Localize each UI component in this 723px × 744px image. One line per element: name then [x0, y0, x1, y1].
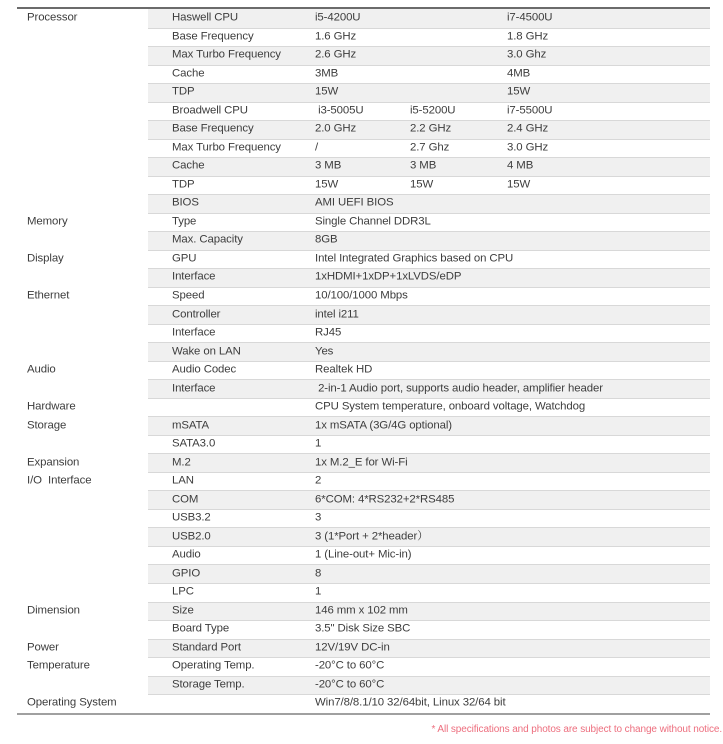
label-cell: Max Turbo Frequency	[172, 48, 281, 61]
value-cell-1: 8GB	[315, 233, 338, 246]
label-cell: Operating Temp.	[172, 659, 255, 672]
row-band	[148, 453, 710, 472]
label-cell: TDP	[172, 85, 195, 98]
value-cell-1: 15W	[315, 85, 339, 98]
spec-row	[17, 120, 710, 139]
row-band	[148, 620, 710, 639]
value-cell-1: i3-5005U	[315, 104, 364, 117]
label-cell: Max. Capacity	[172, 233, 243, 246]
row-band	[148, 65, 710, 84]
label-cell: Interface	[172, 326, 216, 339]
spec-row	[17, 342, 710, 361]
label-cell: mSATA	[172, 418, 210, 431]
category-cell: Ethernet	[27, 289, 70, 302]
value-cell-1: 15W	[315, 178, 339, 191]
spec-table-body	[17, 9, 710, 713]
value-cell-1: RJ45	[315, 326, 342, 339]
label-cell: Base Frequency	[172, 30, 254, 43]
row-band	[148, 527, 710, 546]
value-cell-1: 6*COM: 4*RS232+2*RS485	[315, 492, 455, 505]
value-cell-1: 1.6 GHz	[315, 30, 357, 43]
row-band	[148, 472, 710, 491]
label-cell: COM	[172, 492, 199, 505]
label-cell: Base Frequency	[172, 122, 254, 135]
spec-row	[17, 620, 710, 639]
label-cell: Cache	[172, 159, 205, 172]
value-cell-3: i7-5500U	[507, 104, 553, 117]
label-cell: GPU	[172, 252, 197, 265]
spec-row	[17, 268, 710, 287]
spec-row	[17, 564, 710, 583]
value-cell-1: 3.5" Disk Size SBC	[315, 622, 411, 635]
value-cell-1: Single Channel DDR3L	[315, 215, 431, 228]
value-cell-1: 3	[315, 511, 322, 524]
value-cell-1: 1x M.2_E for Wi-Fi	[315, 455, 408, 468]
spec-row	[17, 472, 710, 491]
label-cell: Wake on LAN	[172, 344, 241, 357]
spec-row	[17, 250, 710, 269]
spec-row	[17, 102, 710, 121]
label-cell: Audio	[172, 548, 201, 561]
spec-row	[17, 416, 710, 435]
value-cell-1: Realtek HD	[315, 363, 373, 376]
value-cell-1: 1x mSATA (3G/4G optional)	[315, 418, 452, 431]
spec-row	[17, 231, 710, 250]
label-cell: Board Type	[172, 622, 230, 635]
footnote: * All specifications and photos are subject to change without notice.	[431, 724, 722, 735]
row-band	[148, 583, 710, 602]
category-cell: Operating System	[27, 696, 117, 709]
category-cell: Storage	[27, 418, 67, 431]
label-cell: Storage Temp.	[172, 678, 245, 691]
value-cell-3: 2.4 GHz	[507, 122, 549, 135]
value-cell-3: 3.0 GHz	[507, 141, 549, 154]
label-cell: Size	[172, 604, 194, 617]
label-cell: TDP	[172, 178, 195, 191]
value-cell-3: 3.0 Ghz	[507, 48, 547, 61]
label-cell: SATA3.0	[172, 437, 216, 450]
value-cell-1: Win7/8/8.1/10 32/64bit, Linux 32/64 bit	[315, 696, 506, 709]
spec-row	[17, 398, 710, 417]
label-cell: Controller	[172, 307, 221, 320]
spec-row	[17, 9, 710, 28]
category-cell: Display	[27, 252, 64, 265]
row-band	[148, 287, 710, 306]
row-band	[148, 194, 710, 213]
value-cell-1: 1	[315, 585, 322, 598]
spec-row	[17, 287, 710, 306]
label-cell: USB3.2	[172, 511, 211, 524]
spec-row	[17, 28, 710, 47]
spec-row	[17, 583, 710, 602]
spec-row	[17, 46, 710, 65]
value-cell-1: -20°C to 60°C	[315, 678, 385, 691]
label-cell: Cache	[172, 67, 205, 80]
value-cell-2: 2.2 GHz	[410, 122, 452, 135]
label-cell: USB2.0	[172, 529, 211, 542]
value-cell-1: 3 MB	[315, 159, 342, 172]
value-cell-1: 2-in-1 Audio port, supports audio header, amplifier header	[315, 381, 603, 394]
spec-row	[17, 305, 710, 324]
spec-row	[17, 65, 710, 84]
label-cell: Haswell CPU	[172, 11, 238, 24]
spec-row	[17, 453, 710, 472]
value-cell-1: 2	[315, 474, 322, 487]
row-band	[148, 509, 710, 528]
spec-table	[17, 7, 710, 715]
spec-row	[17, 509, 710, 528]
value-cell-1: /	[315, 141, 319, 154]
row-band	[148, 564, 710, 583]
category-cell: Expansion	[27, 455, 80, 468]
value-cell-1: 8	[315, 567, 322, 580]
label-cell: BIOS	[172, 196, 199, 209]
row-band	[148, 324, 710, 343]
value-cell-1: 1 (Line-out+ Mic-in)	[315, 548, 412, 561]
spec-row	[17, 657, 710, 676]
label-cell: LPC	[172, 585, 194, 598]
spec-row	[17, 213, 710, 232]
label-cell: Type	[172, 215, 197, 228]
spec-row	[17, 83, 710, 102]
spec-row	[17, 176, 710, 195]
category-cell: Temperature	[27, 659, 90, 672]
value-cell-1: CPU System temperature, onboard voltage, Watchdog	[315, 400, 586, 413]
value-cell-1: 3MB	[315, 67, 339, 80]
label-cell: Max Turbo Frequency	[172, 141, 281, 154]
value-cell-1: i5-4200U	[315, 11, 361, 24]
spec-row	[17, 546, 710, 565]
spec-row	[17, 194, 710, 213]
row-band	[148, 602, 710, 621]
category-cell: Audio	[27, 363, 56, 376]
spec-row	[17, 361, 710, 380]
label-cell: GPIO	[172, 567, 201, 580]
value-cell-1: intel i211	[315, 307, 359, 320]
category-cell: I/O Interface	[27, 474, 92, 487]
category-cell: Processor	[27, 11, 78, 24]
category-cell: Hardware	[27, 400, 76, 413]
value-cell-1: -20°C to 60°C	[315, 659, 385, 672]
value-cell-1: AMI UEFI BIOS	[315, 196, 394, 209]
value-cell-1: 146 mm x 102 mm	[315, 604, 408, 617]
value-cell-1: 2.0 GHz	[315, 122, 357, 135]
value-cell-3: 4MB	[507, 67, 531, 80]
value-cell-1: 3 (1*Port + 2*header）	[315, 529, 429, 542]
category-cell: Power	[27, 641, 59, 654]
spec-row	[17, 157, 710, 176]
value-cell-3: 4 MB	[507, 159, 534, 172]
value-cell-1: Intel Integrated Graphics based on CPU	[315, 252, 514, 265]
value-cell-1: 1xHDMI+1xDP+1xLVDS/eDP	[315, 270, 462, 283]
label-cell: Broadwell CPU	[172, 104, 248, 117]
label-cell: Speed	[172, 289, 205, 302]
spec-row	[17, 379, 710, 398]
value-cell-2: 3 MB	[410, 159, 437, 172]
label-cell: M.2	[172, 455, 191, 468]
row-band	[148, 435, 710, 454]
spec-row	[17, 602, 710, 621]
value-cell-3: 15W	[507, 85, 531, 98]
value-cell-1: 2.6 GHz	[315, 48, 357, 61]
spec-row	[17, 324, 710, 343]
label-cell: Standard Port	[172, 641, 241, 654]
value-cell-3: i7-4500U	[507, 11, 553, 24]
row-band	[148, 83, 710, 102]
spec-row	[17, 490, 710, 509]
spec-row	[17, 527, 710, 546]
spec-row	[17, 676, 710, 695]
spec-row	[17, 639, 710, 658]
spec-row	[17, 435, 710, 454]
label-cell: LAN	[172, 474, 194, 487]
value-cell-3: 15W	[507, 178, 531, 191]
row-band	[148, 305, 710, 324]
label-cell: Audio Codec	[172, 363, 237, 376]
value-cell-2: 15W	[410, 178, 434, 191]
category-cell: Memory	[27, 215, 68, 228]
spec-row	[17, 694, 710, 713]
spec-row	[17, 139, 710, 158]
value-cell-2: 2.7 Ghz	[410, 141, 450, 154]
row-band	[148, 546, 710, 565]
value-cell-1: 1	[315, 437, 322, 450]
label-cell: Interface	[172, 381, 216, 394]
value-cell-3: 1.8 GHz	[507, 30, 549, 43]
value-cell-1: 12V/19V DC-in	[315, 641, 390, 654]
category-cell: Dimension	[27, 604, 80, 617]
value-cell-2: i5-5200U	[410, 104, 456, 117]
value-cell-1: Yes	[315, 344, 334, 357]
value-cell-1: 10/100/1000 Mbps	[315, 289, 408, 302]
label-cell: Interface	[172, 270, 216, 283]
